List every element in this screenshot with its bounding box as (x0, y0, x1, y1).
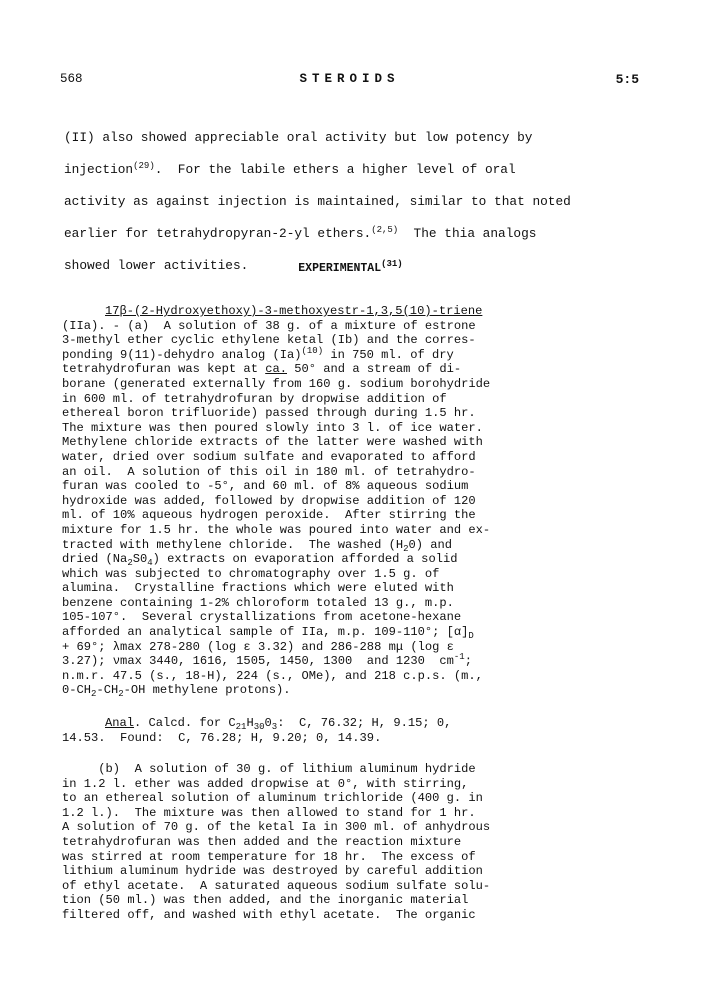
running-header (60, 72, 639, 90)
citation-ref: (31) (381, 259, 403, 269)
text-line: + 69°; λmax 278-280 (log ε 3.32) and 286-288 mμ (log ε (62, 639, 454, 654)
text-line: tion (50 ml.) was then added, and the inorganic material (62, 893, 469, 908)
text-line: tetrahydrofuran was then added and the reaction mixture (62, 834, 462, 849)
text-line: earlier for tetrahydropyran-2-yl ethers.$^{(2,5)}$ The thia analogs (64, 225, 537, 241)
citation-ref: (29) (133, 161, 155, 171)
text-line: filtered off, and washed with ethyl acetate. The organic (62, 907, 476, 922)
text-line: A solution of 70 g. of the ketal Ia in 300 ml. of anhydrous (62, 820, 491, 835)
text-line: 14.53. Found: C, 76.28; H, 9.20; 0, 14.39. (62, 730, 382, 745)
compound-title: 17β-(2-Hydroxyethoxy)-3-methoxyestr-1,3,5(10)-triene (105, 304, 483, 318)
volume-issue: 5:5 (615, 72, 639, 87)
text-line: activity as against injection is maintained, similar to that noted (64, 194, 571, 209)
text-line: injection$^{(29)}$. For the labile ethers a higher level of oral (64, 161, 516, 177)
text-line: 1.2 l.). The mixture was then allowed to stand for 1 hr. (62, 805, 476, 820)
citation-ref: (10) (301, 345, 324, 356)
text-line: (IIa). - (a) A solution of 38 g. of a mixture of estrone (62, 318, 476, 333)
text-line: 105-107°. Several crystallizations from acetone-hexane (62, 610, 462, 625)
text-line: furan was cooled to -5°, and 60 ml. of 8% aqueous sodium (62, 479, 469, 494)
text-line: The mixture was then poured slowly into 3 l. of ice water. (62, 420, 483, 435)
text-line: ml. of 10% aqueous hydrogen peroxide. After stirring the (62, 508, 476, 523)
text-line: (II) also showed appreciable oral activity but low potency by (64, 130, 533, 145)
page-number: 568 (60, 72, 83, 86)
text-line: Anal. Calcd. for $C_{21}H_{30}0_3$: C, 76.32; H, 9.15; 0, (105, 716, 452, 732)
text-line: was stirred at room temperature for 18 hr. The excess of (62, 849, 476, 864)
text-line: in 600 ml. of tetrahydrofuran by dropwise addition of (62, 391, 447, 406)
journal-title: STEROIDS (299, 72, 400, 86)
citation-ref: (2,5) (371, 225, 399, 235)
text-line: 3.27); νmax 3440, 1616, 1505, 1450, 1300 and 1230 $cm^{-1}$; (62, 652, 472, 669)
text-line: tracted with methylene chloride. The washed $(H_20)$ and (62, 537, 453, 554)
text-line: in 1.2 l. ether was added dropwise at 0°, with stirring, (62, 776, 469, 791)
text-line: lithium aluminum hydride was destroyed by careful addition (62, 864, 483, 879)
text-line: borane (generated externally from 160 g. sodium borohydride (62, 376, 491, 391)
section-heading: EXPERIMENTAL$^{(31)}$ (298, 259, 403, 275)
text-line: hydroxide was added, followed by dropwise addition of 120 (62, 493, 476, 508)
text-line: 3-methyl ether cyclic ethylene ketal (Ib) and the corres- (62, 333, 476, 348)
text-line: benzene containing 1-2% chloroform totaled 13 g., m.p. (62, 595, 454, 610)
text-line: showed lower activities. (64, 258, 249, 273)
text-line: $0-CH_2-CH_2-OH$ methylene protons). (62, 683, 291, 700)
text-line: alumina. Crystalline fractions which were eluted with (62, 581, 454, 596)
text-line: n.m.r. 47.5 (s., 18-H), 224 (s., OMe), and 218 c.p.s. (m., (62, 668, 483, 683)
text-line: which was subjected to chromatography over 1.5 g. of (62, 566, 440, 581)
anal-label: Anal (105, 716, 135, 730)
text-line: tetrahydrofuran was kept at ca. 50° and a stream of di- (62, 362, 462, 377)
text-line: (b) A solution of 30 g. of lithium aluminum hydride (62, 762, 476, 776)
text-line (62, 304, 662, 319)
text-line: Methylene chloride extracts of the latter were washed with (62, 435, 483, 450)
text-line: water, dried over sodium sulfate and evaporated to afford (62, 449, 476, 464)
text-line: afforded an analytical sample of IIa, m.p. 109-110°; $[\alpha]_D$ (62, 625, 474, 642)
text-line: dried $(Na_2S0_4)$ extracts on evaporation afforded a solid (62, 552, 458, 569)
text-line: ponding 9(11)-dehydro analog $(Ia)^{(10)}$ in 750 ml. of dry (62, 345, 454, 362)
text-line: mixture for 1.5 hr. the whole was poured into water and ex- (62, 522, 491, 537)
intro-paragraph (64, 122, 644, 282)
text-line: ethereal boron trifluoride) passed through during 1.5 hr. (62, 406, 476, 421)
text-line: an oil. A solution of this oil in 180 ml. of tetrahydro- (62, 464, 476, 479)
procedure-a (62, 304, 662, 698)
text-line: to an ethereal solution of aluminum trichloride (400 g. in (62, 791, 483, 806)
procedure-b (62, 762, 662, 923)
analysis-block (62, 716, 662, 745)
text-line: of ethyl acetate. A saturated aqueous sodium sulfate solu- (62, 878, 491, 893)
